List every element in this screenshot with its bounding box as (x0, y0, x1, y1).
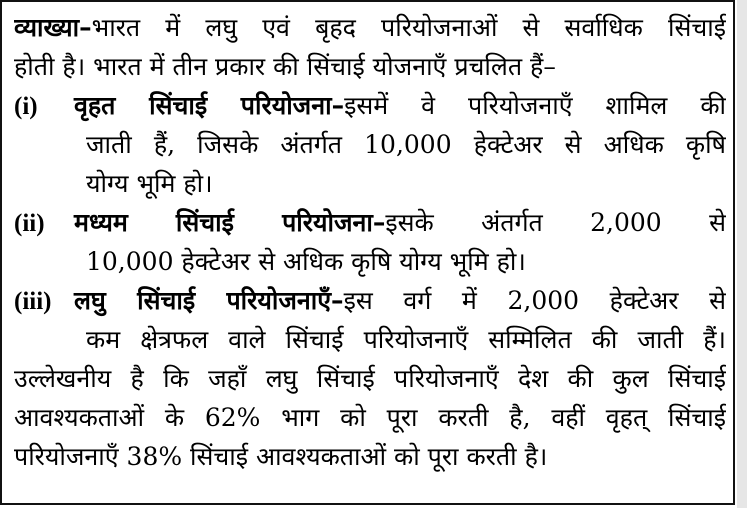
explanation-heading: व्याख्या– (14, 13, 92, 42)
intro-line-2: होती है। भारत में तीन प्रकार की सिंचाई योजनाएँ प्रचलित हैं– (14, 52, 556, 81)
item-3-line-2: कम क्षेत्रफल वाले सिंचाई परियोजनाएँ सम्मिलित की जाती हैं। (86, 325, 726, 354)
item-1-line-2: जाती हैं, जिसके अंतर्गत 10,000 हेक्टेअर से अधिक कृषि (86, 130, 726, 159)
scrollbar-track[interactable] (737, 0, 747, 508)
conclusion-line-2: आवश्यकताओं के 62% भाग को पूरा करती है, वहीं वृहत् सिंचाई (14, 403, 726, 432)
item-1-line-3: योग्य भूमि हो। (86, 169, 213, 198)
conclusion-line-3: परियोजनाएँ 38% सिंचाई आवश्यकताओं को पूरा करती है। (14, 442, 548, 471)
item-2-line-2: 10,000 हेक्टेअर से अधिक कृषि योग्य भूमि हो। (86, 247, 526, 276)
item-3-text-1: इस वर्ग में 2,000 हेक्टेअर से (343, 286, 726, 315)
item-1-title: वृहत सिंचाई परियोजना– (74, 91, 345, 120)
item-3-line-1 (14, 281, 726, 320)
item-3-title: लघु सिंचाई परियोजनाएँ– (74, 286, 344, 315)
item-2-title: मध्यम सिंचाई परियोजना– (74, 208, 386, 237)
intro-line-1-text: भारत में लघु एवं बृहद परियोजनाओं से सर्वाधिक सिंचाई (91, 13, 726, 42)
item-1-text-1: इसमें वे परियोजनाएँ शामिल की (344, 91, 726, 120)
explanation-text (14, 8, 726, 476)
item-3-number: (iii) (14, 288, 52, 315)
conclusion-line-1: उल्लेखनीय है कि जहाँ लघु सिंचाई परियोजनाएँ देश की कुल सिंचाई (14, 364, 726, 393)
item-1-line-1 (14, 86, 726, 125)
intro-line-1 (14, 8, 726, 47)
item-2-line-1 (14, 203, 726, 242)
item-2-number: (ii) (14, 210, 45, 237)
item-1-number: (i) (14, 93, 38, 120)
item-2-text-1: इसके अंतर्गत 2,000 से (385, 208, 726, 237)
